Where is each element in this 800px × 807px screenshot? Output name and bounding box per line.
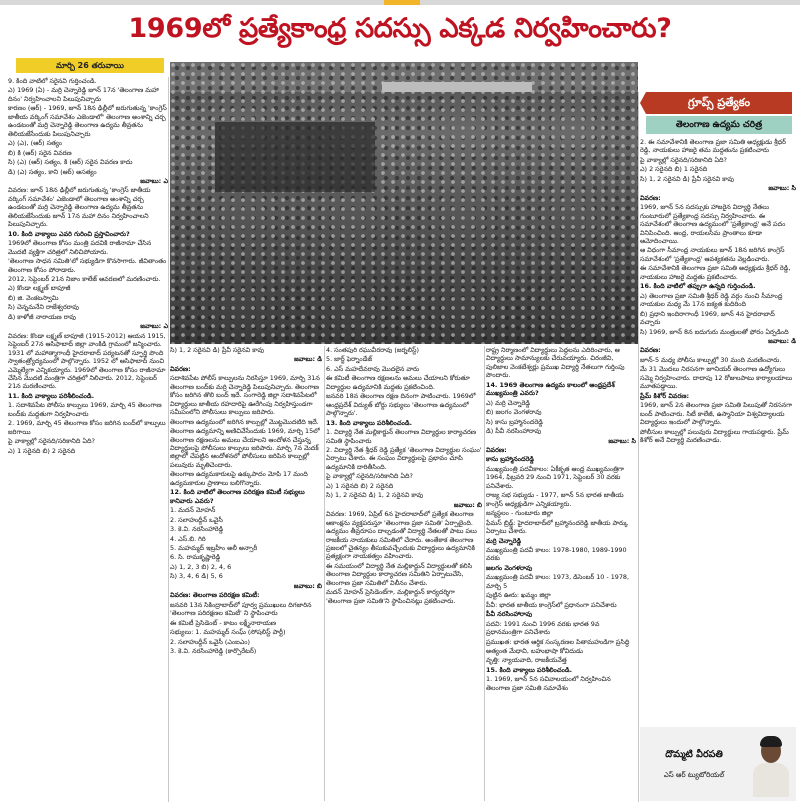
question-heading: పీవీ నరసింహారావు [486,610,533,619]
article-paragraph: ముఖ్యమంత్రి పదవీ కాలం: 1973, డిసెంబర్ 10 - 1978, మార్చి 5 [486,573,630,590]
article-paragraph: 2. సలాహుద్దీన్ ఒవైసీ (ఎంఐఎం) [170,637,251,646]
article-paragraph: తెలంగాణ ఉద్యమాన్ని అణిచివేసేందుకు 1969, మార్చి 15లో తెలంగాణ రక్షణలను అమలు చేయాలని ఆందోళన చేస్తున్న విద్యార్థులపై పోలీసులు కాల్పులు జరిపారు. మార్చి 7న మెదక్ జిల్లాలో చేపట్టిన ఆందోళనలో పోలీసులు జరిపిన కాల్పుల్లో పలువురు మృతిచెందారు. [170,427,320,469]
article-paragraph: 1969లో తెలంగాణ కోసం మంత్రి పదవికి రాజీనామా చేసిన మొదటి వ్యక్తిగా చరిత్రలో నిలిచిపోయారు. [8,239,152,256]
article-paragraph: 'తెలంగాణ సాధన సమితి'లో సభ్యుడిగా కొనసాగారు. జీవితాంతం తెలంగాణ కోసం పోరాడారు. [8,257,167,274]
article-column-1 [8,77,168,802]
author-role: ఎస్ ఆర్ ట్యుటోరియల్ [663,771,725,779]
article-paragraph: 6. సి. రామకృష్ణారెడ్డి [170,553,221,562]
question-heading: 16. కింది వాటిలో తప్పుగా ఉన్నది గుర్తించండి. [640,282,756,291]
article-column-5 [640,138,796,713]
article-paragraph: 2. ఈ సమావేశానికి తెలంగాణ ప్రజా సమితి అధ్యక్షుడు శ్రీధర్ రెడ్డి, నాయకులు హాజరై తమ మద్దతును ప్రకటించారు [640,138,786,155]
question-heading: 11. కింది వాక్యాలు పరిశీలించండి. [8,391,95,400]
article-paragraph: ఎ) మర్రి చెన్నారెడ్డి [486,398,531,407]
question-heading: కాసు బ్రహ్మానందరెడ్డి [486,455,535,464]
article-paragraph: 2. విద్యార్థి నేత శ్రీధర్ రెడ్డి ప్రత్యేక 'తెలంగాణ విద్యార్థుల సంఘం' ఏర్పాటు చేశారు. ఈ సంఘం విద్యార్థులపై ప్రభావం చూపి ఉద్యమానికి దారితీసింది. [326,445,482,471]
article-paragraph: ఎ) 1 సరైనది బి) 2 సరైనది [8,446,76,455]
article-paragraph: జనవరి 13న సికింద్రాబాద్‌లో పూర్వ ప్రముఖులు దిగజారిన 'తెలంగాణ పరిరక్షణల కమిటీ' ని స్థాపించారు [170,600,312,618]
date-label: మార్చి 26 తరువాయి [16,58,164,73]
column-divider [638,92,639,802]
column-divider [168,77,169,802]
article-paragraph: వివరణ: 1969, ఏప్రిల్ 6న హైదరాబాద్‌లో ప్రత్యేక తెలంగాణ ఆకాంక్షను వ్యక్తపరుస్తూ 'తెలంగాణ ప్రజా సమితి' ఏర్పాటైంది. ఉద్యమం తీవ్రరూపం దాల్చడంతో విద్యార్థి నేతలతో పాటు పలు రాజకీయ నాయకులు సమితిలో చేరారు. అంతేకాక తెలంగాణ ప్రజలలో చైతన్యం తీసుకువచ్చేందుకు విద్యార్థులు ఉద్యమానికి ప్రత్యక్షంగా నాయకత్వం వహించారు. [326,510,477,561]
article-paragraph: సదాశివపేట పోలీస్ కాల్పులను నిరసిస్తూ 1969, మార్చి 31న తెలంగాణ బంద్‌కు మర్రి చెన్నారెడ్డి పిలుపునిచ్చారు. తెలంగాణ కోసం జరిగిన తొలి బంద్ ఇదే. సంగారెడ్డి జిల్లా సదాశివపేటలో విద్యార్థులు జాతీయ రహదారిపై ఊరేగింపు నిర్వహిస్తుండగా సమీపంలోని పోలీసులు కాల్పులు జరిపారు. [170,374,320,417]
article-paragraph: రాష్ట్ర నిర్మాణంలో విద్యార్థులు పెద్దలను ఎదిరించారు, ఆ విద్యార్థులు సామాన్యులకు చేరువయ్యారు. చిరంజీవి, పులిజాల వెంకటేశ్వర్లు ప్రముఖ విద్యార్థి నేతలుగా గుర్తింపు పొందారు. [486,346,625,380]
author-byline [640,727,796,801]
article-paragraph: సి) 1, 2 సరైనవి డి) 1, 2 సరైనవి కావు [326,491,424,500]
article-paragraph: ఎ) 1, 2, 3 బి) 2, 4, 6 [170,562,232,571]
article-paragraph: 1969, జూన్ 5న సదస్సుకు హాజరైన విద్యార్థి నేతలు గుంటూరులో ప్రత్యేకాంధ్ర సదస్సు నిర్వహించారు. ఈ సమావేశంలో తెలంగాణ ఉద్యమంలో 'ప్రత్యేకాంధ్ర' అనే పదం వినిపించింది. ఆంధ్ర, రాయలసీమ ప్రాంతాలు కూడా ఆమోదించాయి. [640,203,786,245]
question-heading: వివరణ: [640,193,661,202]
article-paragraph: 2. 1969, మార్చి 45 తెలంగాణ కోసం జరిగిన బంద్‌లో కాల్పులు జరిగాయి [8,419,166,436]
question-heading: వివరణ: [170,364,191,373]
article-paragraph: సి) (ఎ) (ఆర్) సత్యం, కి (ఆర్) సరైన వివరణ కాదు [8,158,133,167]
article-paragraph: ఆ విధంగా సీమాంధ్ర నాయకులు జూన్ 18న జరిగిన కాంగ్రెస్ సమావేశంలో 'ప్రత్యేకాంధ్ర' ఆవశ్యకతను వెల్లడించారు. [640,246,785,263]
article-paragraph: ఈ సమావేశానికి తెలంగాణ ప్రజా సమితి అధ్యక్షుడు శ్రీధర్ రెడ్డి, నాయకులు హాజరై మద్దతు ప్రకటించారు. [640,264,791,281]
question-heading: 14. 1969 తెలంగాణ ఉద్యమ కాలంలో ఆంధ్రప్రదేశ్ ముఖ్యమంత్రి ఎవరు? [486,380,615,398]
article-paragraph: సి) చెన్నమనేని రాజేశ్వరరావు [8,303,79,312]
article-paragraph: 1969, జూన్ 2న తెలంగాణ ప్రజా సమితి పిలుపుతో నిరసనగా బంద్ పాటించారు. సిటీ కాలేజీ, ఉస్మానియా విశ్వవిద్యాలయ విద్యార్థులు ఇందులో పాల్గొన్నారు. [640,401,793,427]
column-divider [324,346,325,801]
top-strip-accent [384,0,420,5]
answer-line: జవాబు: సి [768,184,796,193]
article-paragraph: 1. సదాశివపేట పోలీసు కాల్పులు 1969, మార్చి 45 తెలంగాణ బంద్‌కు మద్దతుగా నిర్వహించారు [8,401,162,418]
answer-line: జవాబు: బి [453,500,482,509]
article-paragraph: పోలీసుల కాల్పుల్లో పలువురు విద్యార్థులు గాయపడ్డారు. ప్రేమ్ కిశోర్ అనే విద్యార్థి మరణించాడు. [640,427,789,444]
article-paragraph: 5. జార్జ్ ఫెర్నాండేజ్ [326,355,373,364]
article-paragraph: ఎ) 1969 (ఏ) - మర్రి చెన్నారెడ్డి జూన్ 17న 'తెలంగాణ మహా దినం' నిర్వహించాలని పిలుపునిచ్చారు [8,86,159,103]
article-paragraph: సి) 1, 2 సరైనవి డి) ప్రేవీ సరైనవి కావు [170,346,265,354]
question-heading: వివరణ: [640,346,661,355]
article-paragraph: డి) కాళోజీ నారాయణ రావు [8,312,76,321]
article-paragraph: ఈ కమిటీ తెలంగాణ రక్షణలను అమలు చేయాలని కోరుతూ విద్యార్థుల ఉద్యమానికి మద్దతు ప్రకటించింది. [326,374,470,391]
article-paragraph: సి) కాసు బ్రహ్మానందరెడ్డి [486,417,543,426]
answer-line: జవాబు: డి [768,336,796,345]
article-paragraph: ముఖ్యమంత్రి పదవీకాలం: ఏకీకృత ఆంధ్ర ముఖ్యమంత్రిగా 1964, ఫిబ్రవరి 29 నుంచి 1971, సెప్టెంబర్ 30 వరకు పనిచేశారు. [486,464,624,490]
article-paragraph: సి) 1969, జూన్ 8న ఐదుగురు మంత్రులతో ఫోరం ఏర్పడింది [640,327,789,336]
article-paragraph: సి) 3, 4, 6 డి) 5, 6 [170,572,223,581]
article-paragraph: ముఖ్యమంత్రి పదవీ కాలం: 1978-1980, 1989-1990 వరకు [486,545,627,563]
question-heading: జలగం వెంగళరావు [486,563,533,572]
article-column-3 [326,346,482,801]
article-paragraph: ప్రముఖత: భారత ఆర్థిక సంస్కరణల పితామహుడిగా ప్రసిద్ధి [486,637,630,646]
top-strip [0,0,800,5]
answer-line: జవాబు: బి [293,581,322,590]
question-heading: 15. కింది వాక్యాలు పరిశీలించండి. [486,665,573,674]
article-paragraph: ఎ) 2 సరైనది బి) 1 సరైనది [640,165,708,174]
article-paragraph: సి) 1, 2 సరైనవి డి) ప్రేవీ సరైనవి కావు [640,174,735,183]
article-paragraph: బి) జలగం వెంగళరావు [486,408,542,417]
article-paragraph: 1. మదన్ మోహన్ [170,506,216,515]
article-paragraph: కారణం (ఆర్) - 1969, జూన్ 18న ఢిల్లీలో జరుగుతున్న 'కాంగ్రెస్ జాతీయ వర్కింగ్ సమావేశం ఎజెండాలో' తెలంగాణ అంశాన్ని చర్చ ఉండటంతో మర్రి చెన్నారెడ్డి తెలంగాణ ఉద్యమ తీవ్రతను తెలియజేసేందుకు పిలుపునిచ్చారు [8,104,167,138]
article-column-2 [170,346,322,801]
article-column-4 [486,346,636,801]
article-paragraph: సభ్యులు: 1. మహమ్మద్ సంఘ్ (సోషలిస్ట్ పార్టీ) [170,628,286,637]
article-paragraph: జన్మస్థలం - గుంటూరు జిల్లా [486,509,554,518]
article-paragraph: 3. కె.వి. నరసింహారెడ్డి [170,525,224,534]
article-paragraph: పై వాక్యాల్లో సరైనది/సరికానిది ఏది? [326,472,413,481]
question-heading: 12. కింది వాటిలో తెలంగాణ పరిరక్షణ కమిటీ సభ్యులు కానివారు ఎవరు? [170,488,305,505]
article-paragraph: 5. మహమ్మద్ ఇబ్రహీం అలీ అన్సారీ [170,543,258,552]
article-paragraph: ఈ సమయంలో విద్యార్థి నేత మల్లికార్జున్ విద్యార్థులతో కలిసి తెలంగాణ విద్యార్థుల కార్యాచరణ సమితిని ఏర్పాటుచేసి, తెలంగాణ ప్రజా సమితిలో విలీనం చేశారు. [326,561,473,587]
article-paragraph: 1. 1969, జూన్ 5న సచివాలయంలో నిర్వహించిన తెలంగాణ ప్రజా సమితి సమావేశం [486,675,611,692]
author-name: దొమ్మటి వీరపతి [665,749,723,760]
article-paragraph: పదవి: 1991 నుంచి 1996 వరకు భారత 9వ ప్రధానమంత్రిగా పనిచేశారు [486,619,600,637]
article-paragraph: వివరణ: కొండా లక్ష్మణ్ బాపూజీ (1915-2012) ఆయన 1915, సెప్టెంబర్ 27న ఆసిఫాబాద్ జిల్లా వాంకిడి గ్రామంలో జన్మించారు. 1931 లో మహాత్మాగాంధీ హైదరాబాద్ పర్యటనతో స్ఫూర్తి పొంది స్వాతంత్ర్యోద్యమంలో పాల్గొన్నారు. 1952 లో ఆసిఫాబాద్ నుంచి ఎమ్మెల్యేగా ఎన్నికయ్యారు. 1969లో తెలంగాణ కోసం రాజీనామా చేసిన మొదటి మంత్రిగా చరిత్రలో నిలిచారు. 2012, సెప్టెంబర్ 21న మరణించారు. [8,331,166,391]
article-paragraph: వివరణ: జూన్ 18న ఢిల్లీలో జరుగుతున్న 'కాంగ్రెస్ జాతీయ వర్కింగ్ సమావేశం' ఎజెండాలో తెలంగాణ అంశాన్ని చర్చ ఉండటంతో మర్రి చెన్నారెడ్డి తెలంగాణ ఉద్యమ తీవ్రతను తెలియజేసేందుకు జూన్ 17న మహా దినం నిర్వహించాలని పిలుపునిచ్చారు. [8,186,151,229]
article-paragraph: డి) పీవీ నరసింహారావు [486,427,542,436]
author-photo [750,733,792,797]
section-title: గ్రూప్స్ ప్రత్యేకం [646,92,792,114]
question-heading: 13. కింది వాక్యాలు పరిశీలించండి. [326,418,413,427]
article-paragraph: ఈ కమిటీ ప్రెసిడెంట్ - కాటం లక్ష్మీనారాయణ [170,618,277,627]
article-paragraph: 2012, సెప్టెంబర్ 21న నిజాం కాలేజ్ ఆవరణలో మరణించారు. [8,274,161,283]
article-paragraph: ఎ) తెలంగాణ ప్రజా సమితి శ్రీధర్ రెడ్డి వర్గం నుంచి సీమాంధ్ర నాయకుల మధ్య మే 17న ఐక్యత కుదిరింది [640,291,783,309]
section-subtitle: తెలంగాణ ఉద్యమ చరిత్ర [646,116,792,134]
article-paragraph: పై వాక్యాల్లో సరైనది/సరికానిది ఏది? [640,155,727,164]
article-paragraph: ఎ) 1 సరైనది బి) 2 సరైనది [326,481,394,490]
article-paragraph: ఎ) కొండా లక్ష్మణ్ బాపూజీ [8,284,71,293]
article-paragraph: బి) కి (ఆర్) సరైన వివరణ [8,148,72,157]
answer-line: జవాబు: ఎ [140,322,168,331]
article-paragraph: 9. కింది వాటిలో సరైనవి గుర్తించండి. [8,77,97,85]
article-paragraph: 1. విద్యార్థి నేత మల్లికార్జున్ తెలంగాణ విద్యార్థుల కార్యాచరణ సమితి స్థాపించారు [326,428,477,445]
article-paragraph: రాజ్య సభ సభ్యుడు - 1977, జూన్ 5న భారత జాతీయ కాంగ్రెస్ అధ్యక్షుడిగా ఎన్నికయ్యారు. [486,491,624,508]
article-paragraph: మదన్ మోహన్ ప్రెసిడెంట్‌గా, మల్లికార్జున్ కార్యదర్శిగా 'తెలంగాణ ప్రజా సమితి'ని స్థాపించినట్లు ప్రకటించారు. [326,588,456,605]
article-paragraph: 2. సలాహుద్దీన్ ఒవైసీ [170,515,223,524]
article-paragraph: పీవీ: భారత జాతీయ కాంగ్రెస్‌లో ప్రధానంగా పనిచేశారు [486,600,617,609]
answer-line: జవాబు: డి [294,355,322,364]
page-headline: 1969లో ప్రత్యేకాంధ్ర సదస్సు ఎక్కడ నిర్వహించారు? [128,13,672,44]
question-heading: మర్రి చెన్నారెడ్డి [486,536,522,545]
article-paragraph: పై వాక్యాల్లో సరైనది/సరికానిది ఏది? [8,437,95,446]
article-paragraph: జూన్-5 మధ్య పోలీసు కాల్పుల్లో 30 మంది మరణించారు. [640,355,782,364]
article-paragraph: ఫేమస్ బ్రిడ్జ్: హైదరాబాద్‌లో బ్రహ్మానందరెడ్డి జాతీయ పార్కు ఏర్పాటు చేశారు. [486,518,629,536]
article-paragraph: ఎ) (ఎ), (ఆర్) సత్యం [8,139,63,148]
question-heading: వివరణ: తెలంగాణ పరిరక్షణ కమిటీ: [170,591,260,600]
question-heading: 10. కింది వాక్యాలు ఎవరి గురించి ప్రస్తావించారు? [8,229,130,238]
answer-line: జవాబు: ఎ [140,176,168,185]
question-heading: ప్రేమ్ కిశోర్ వివరణ: [640,391,690,400]
article-paragraph: వృత్తి: న్యాయవాది, రాజకీయవేత్త [486,656,567,665]
article-paragraph: అత్యంత మేధావి, బహుభాషా కోవిదుడు [486,646,583,655]
article-paragraph: తెలంగాణ ఉద్యమంలో జరిగిన కాల్పుల్లో మొట్టమొదటిది ఇదే. [170,417,319,426]
historical-crowd-photo [170,62,638,344]
article-paragraph: 6. ఎస్ మహదేవరావు మొదలైన వారు [326,364,420,373]
article-paragraph: బి) ప్రధాని ఇందిరాగాంధీ 1969, జూన్ 4న హైదరాబాద్ వచ్చారు [640,309,775,327]
article-paragraph: 4. ఎస్.బి. గిరి [170,534,206,543]
article-paragraph: 4. సంతపురి రఘువీరరావు (జర్నలిస్ట్) [326,346,420,354]
article-paragraph: బి) జి. వెంకటస్వామి [8,293,59,302]
article-paragraph: మే 31 మొదలు నిరసనగా జూనియర్ తెలంగాణ ఉద్యోగులు సమ్మె నిర్వహించారు. దాదాపు 12 రోజులపాటు కార్యాలయాలు మూతపడ్డాయి. [640,365,793,391]
column-divider [484,346,485,801]
article-paragraph: డి) (ఎ) సత్యం, కాని (ఆర్) అసత్యం [8,167,97,176]
article-paragraph: తెలంగాణ ఉద్యమకారులపై ఉక్కుపాదం మోపి 17 మంది ఉద్యమకారుల ప్రాణాలు బలిగొన్నారు. [170,470,308,487]
article-paragraph: జనవరి 18న తెలంగాణ రక్షణ దినంగా పాటించారు. 1969లో ఆంధ్రప్రదేశ్ విద్యుత్ బోర్డు సభ్యులు 'తెలంగాణ ఉద్యమంలో పాల్గొన్నారు'. [326,392,476,418]
article-paragraph: 3. కె.వి. నరసింహారెడ్డి (కార్పొరేటర్) [170,646,257,655]
answer-line: జవాబు: సి [608,436,636,445]
question-heading: వివరణ: [486,445,507,454]
article-paragraph: పుట్టిన ఊరు: ఖమ్మం జిల్లా [486,591,551,600]
